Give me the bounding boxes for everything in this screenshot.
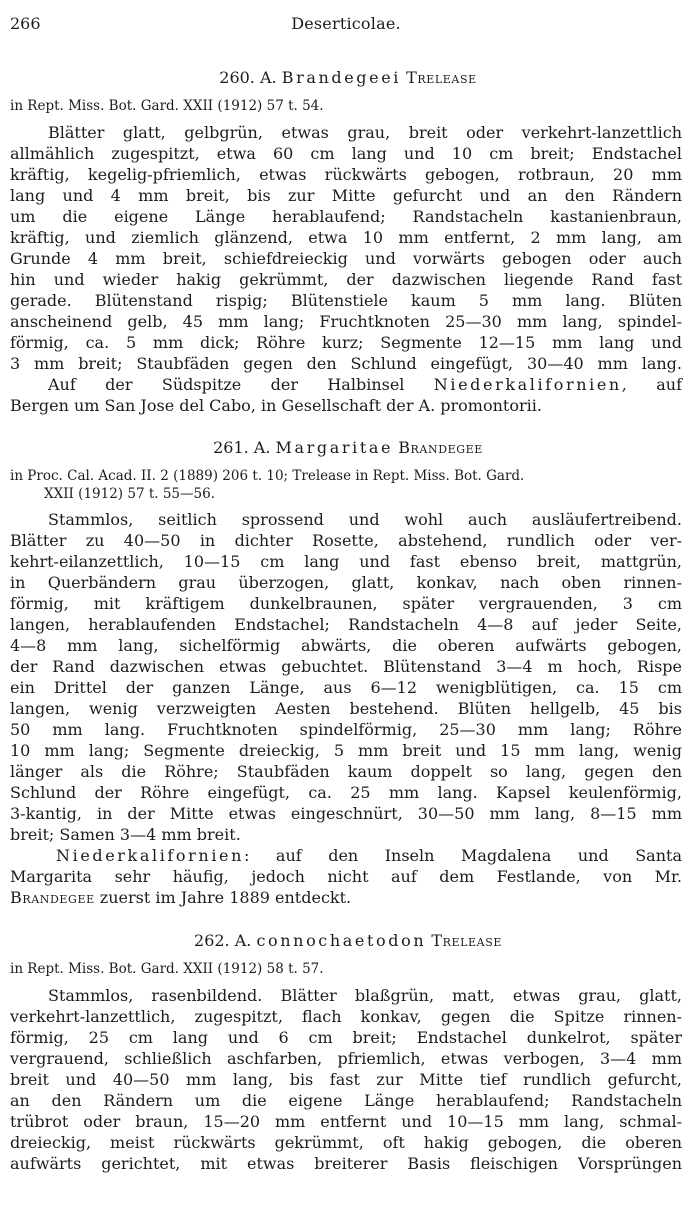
distribution-line: Brandegee zuerst im Jahre 1889 entdeckt. — [10, 888, 352, 907]
body-line: hin und wieder hakig gekrümmt, der dazwischen liegende Rand fast — [10, 270, 682, 289]
region-name: Niederkalifornien — [56, 846, 245, 865]
body-line: 3 mm breit; Staubfäden gegen den Schlund eingefügt, 30—40 mm lang. — [10, 354, 682, 373]
citation-line: XXII (1912) 57 t. 55—56. — [44, 486, 215, 502]
body-line: kräftig, und ziemlich glänzend, etwa 10 mm entfernt, 2 mm lang, am — [10, 228, 682, 247]
page-header — [10, 14, 682, 38]
page-number: 266 — [10, 14, 41, 33]
distribution-line: Bergen um San Jose del Cabo, in Gesellschaft der A. promontorii. — [10, 396, 542, 415]
species-author: Trelease — [431, 931, 502, 950]
person-name: Brandegee — [10, 888, 95, 907]
body-line: langen, wenig verzweigten Aesten bestehend. Blüten hellgelb, 45 bis — [10, 699, 682, 718]
body-line: kräftig, kegelig-pfriemlich, etwas rückwärts gebogen, rotbraun, 20 mm — [10, 165, 682, 184]
body-line: ein Drittel der ganzen Länge, aus 6—12 wenigblütigen, ca. 15 cm — [10, 678, 682, 697]
body-line: Stammlos, rasenbildend. Blätter blaßgrün, matt, etwas grau, glatt, — [48, 986, 682, 1005]
species-heading-260 — [0, 68, 696, 87]
species-number: 260. A. — [219, 68, 277, 87]
citation-line: in Proc. Cal. Acad. II. 2 (1889) 206 t. 10; Trelease in Rept. Miss. Bot. Gard. — [10, 468, 525, 484]
body-line: 10 mm lang; Segmente dreieckig, 5 mm breit und 15 mm lang, wenig — [10, 741, 682, 760]
body-line: aufwärts gerichtet, mit etwas breiterer Basis fleischigen Vorsprüngen — [10, 1154, 682, 1173]
region-name: Niederkalifornien — [433, 375, 622, 394]
body-line: allmählich zugespitzt, etwa 60 cm lang und 10 cm breit; Endstachel — [10, 144, 682, 163]
body-line: der Rand dazwischen etwas gebuchtet. Blütenstand 3—4 m hoch, Rispe — [10, 657, 682, 676]
distribution-line: Margarita sehr häufig, jedoch nicht auf dem Festlande, von Mr. — [10, 867, 682, 886]
distribution-line: Auf der Südspitze der Halbinsel Niederkalifornien, auf — [48, 375, 683, 394]
body-line: Grunde 4 mm breit, schiefdreieckig und vorwärts gebogen oder auch — [10, 249, 682, 268]
body-line: in Querbändern grau überzogen, glatt, konkav, nach oben rinnen- — [10, 573, 682, 592]
body-line: länger als die Röhre; Staubfäden kaum doppelt so lang, gegen den — [10, 762, 682, 781]
distribution-line: Niederkalifornien: auf den Inseln Magdalena und Santa — [56, 846, 682, 865]
body-line: Blätter glatt, gelbgrün, etwas grau, breit oder verkehrt-lanzettlich — [48, 123, 682, 142]
body-line: breit; Samen 3—4 mm breit. — [10, 825, 241, 844]
species-name: Brandegeei — [281, 68, 401, 87]
body-line: 4—8 mm lang, sichelförmig abwärts, die oberen aufwärts gebogen, — [10, 636, 682, 655]
body-line: vergrauend, schließlich aschfarben, pfriemlich, etwas verbogen, 3—4 mm — [10, 1049, 682, 1068]
body-line: gerade. Blütenstand rispig; Blütenstiele kaum 5 mm lang. Blüten — [10, 291, 682, 310]
body-line: 50 mm lang. Fruchtknoten spindelförmig, 25—30 mm lang; Röhre — [10, 720, 682, 739]
body-line: förmig, 25 cm lang und 6 cm breit; Endstachel dunkelrot, später — [10, 1028, 682, 1047]
body-line: 3-kantig, in der Mitte etwas eingeschnürt, 30—50 mm lang, 8—15 mm — [10, 804, 682, 823]
body-line: förmig, ca. 5 mm dick; Röhre kurz; Segmente 12—15 mm lang und — [10, 333, 682, 352]
body-line: trübrot oder braun, 15—20 mm entfernt und 10—15 mm lang, schmal- — [10, 1112, 682, 1131]
body-line: kehrt-eilanzettlich, 10—15 cm lang und fast ebenso breit, mattgrün, — [10, 552, 682, 571]
body-line: um die eigene Länge herablaufend; Randstacheln kastanienbraun, — [10, 207, 682, 226]
body-line: langen, herablaufenden Endstachel; Randstacheln 4—8 auf jeder Seite, — [10, 615, 682, 634]
body-line: Schlund der Röhre eingefügt, ca. 25 mm lang. Kapsel keulenförmig, — [10, 783, 682, 802]
body-line: anscheinend gelb, 45 mm lang; Fruchtknoten 25—30 mm lang, spindel- — [10, 312, 682, 331]
body-line: förmig, mit kräftigem dunkelbraunen, später vergrauenden, 3 cm — [10, 594, 682, 613]
body-line: an den Rändern um die eigene Länge herablaufend; Randstacheln — [10, 1091, 682, 1110]
running-title: Deserticolae. — [291, 14, 401, 33]
species-name: Margaritae — [275, 438, 394, 457]
species-number: 262. A. — [194, 931, 252, 950]
species-heading-261 — [0, 438, 696, 457]
species-heading-262 — [0, 931, 696, 950]
body-line: lang und 4 mm breit, bis zur Mitte gefurcht und an den Rändern — [10, 186, 682, 205]
body-line: Blätter zu 40—50 in dichter Rosette, abstehend, rundlich oder ver- — [10, 531, 682, 550]
body-line: verkehrt-lanzettlich, zugespitzt, flach konkav, gegen die Spitze rinnen- — [10, 1007, 682, 1026]
species-author: Trelease — [406, 68, 477, 87]
body-line: breit und 40—50 mm lang, bis fast zur Mitte tief rundlich gefurcht, — [10, 1070, 682, 1089]
species-name: connochaetodon — [256, 931, 427, 950]
body-line: Stammlos, seitlich sprossend und wohl auch ausläufertreibend. — [48, 510, 682, 529]
species-author: Brandegee — [398, 438, 483, 457]
body-line: dreieckig, meist rückwärts gekrümmt, oft hakig gebogen, die oberen — [10, 1133, 682, 1152]
citation-line: in Rept. Miss. Bot. Gard. XXII (1912) 58 t. 57. — [10, 961, 324, 977]
citation-line: in Rept. Miss. Bot. Gard. XXII (1912) 57 t. 54. — [10, 98, 324, 114]
species-number: 261. A. — [213, 438, 271, 457]
